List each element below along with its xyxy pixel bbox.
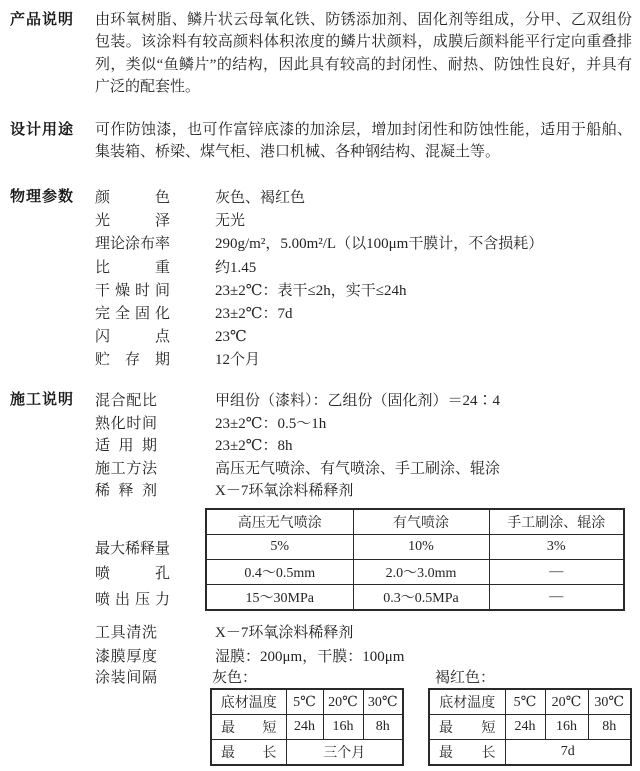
param-row-shelf-life bbox=[95, 348, 543, 371]
temp-cell: 20℃ bbox=[323, 689, 363, 715]
param-row-flash-point bbox=[95, 325, 543, 348]
param-row-mix-ratio bbox=[95, 389, 500, 412]
param-row-pot-life bbox=[95, 434, 500, 457]
temp-cell: 20℃ bbox=[545, 689, 588, 715]
param-row-film-thickness bbox=[95, 645, 404, 669]
recoat-interval-table-brownred bbox=[428, 688, 632, 766]
param-value: 灰色、褐红色 bbox=[215, 190, 306, 206]
param-label: 干燥时间 bbox=[95, 282, 170, 299]
min-value-cell: 16h bbox=[545, 715, 588, 740]
param-row-application-method bbox=[95, 457, 500, 480]
dilution-header-row bbox=[206, 509, 624, 535]
param-value: 290g/m²，5.00m²/L（以100μm干膜计，不含损耗） bbox=[215, 236, 544, 253]
dilution-cell: 2.0～3.0mm bbox=[353, 560, 489, 585]
param-row-tool-cleaning bbox=[95, 621, 404, 645]
construction-params-list bbox=[95, 389, 500, 502]
substrate-temp-header-cell: 底材温度 bbox=[211, 689, 286, 715]
param-value: 约1.45 bbox=[215, 259, 257, 276]
dilution-header-cell: 手工刷涂、辊涂 bbox=[489, 509, 624, 535]
dilution-header-cell: 有气喷涂 bbox=[353, 509, 489, 535]
max-value-cell: 三个月 bbox=[286, 740, 403, 766]
param-label: 理论涂布率 bbox=[95, 236, 171, 253]
param-row-drying-time bbox=[95, 279, 543, 302]
substrate-temp-header-cell: 底材温度 bbox=[429, 689, 505, 715]
param-value: 无光 bbox=[215, 213, 246, 230]
param-value: 23±2℃：表干≤2h，实干≤24h bbox=[215, 282, 407, 299]
dilution-cell: 3% bbox=[489, 535, 624, 560]
param-label: 混合配比 bbox=[95, 393, 157, 409]
param-value: 高压无气喷涂、有气喷涂、手工刷涂、辊涂 bbox=[215, 460, 501, 477]
param-value: 23±2℃：7d bbox=[215, 305, 293, 322]
param-label: 适用期 bbox=[95, 438, 157, 454]
param-row-gloss bbox=[95, 209, 543, 232]
param-label: 漆膜厚度 bbox=[95, 648, 157, 665]
param-value: 23±2℃：0.5～1h bbox=[215, 415, 327, 432]
param-row-induction-time bbox=[95, 412, 500, 435]
param-label: 贮存期 bbox=[95, 352, 170, 369]
min-value-cell: 24h bbox=[505, 715, 545, 740]
section-heading-product: 产品说明 bbox=[10, 11, 75, 28]
min-value-cell: 8h bbox=[363, 715, 403, 740]
pressure-values-row bbox=[206, 585, 624, 611]
temp-cell: 5℃ bbox=[286, 689, 323, 715]
interval-min-row bbox=[429, 715, 631, 740]
param-label: 施工方法 bbox=[95, 460, 157, 477]
min-value-cell: 16h bbox=[323, 715, 363, 740]
dilution-cell: — bbox=[489, 585, 624, 611]
param-label: 闪点 bbox=[95, 329, 170, 346]
max-label-cell: 最长 bbox=[439, 746, 496, 761]
dilution-cell: 10% bbox=[353, 535, 489, 560]
min-label-cell: 最短 bbox=[221, 721, 277, 736]
min-value-cell: 24h bbox=[286, 715, 323, 740]
dilution-table bbox=[205, 508, 625, 611]
param-label: 颜色 bbox=[95, 190, 170, 206]
param-label: 比重 bbox=[95, 259, 170, 276]
design-use-text: 可作防蚀漆，也可作富锌底漆的加涂层，增加封闭性和防蚀性能，适用于船舶、集装箱、桥梁、煤气柜、港口机械、各种钢结构、混凝土等。 bbox=[95, 122, 632, 161]
min-value-cell: 8h bbox=[588, 715, 631, 740]
physical-params-list bbox=[95, 186, 543, 372]
param-row-color bbox=[95, 186, 543, 209]
dilution-header-cell: 高压无气喷涂 bbox=[206, 509, 353, 535]
product-description-text: 由环氧树脂、鳞片状云母氧化铁、防锈添加剂、固化剂等组成，分甲、乙双组份包装。该涂料有较高颜料体积浓度的鳞片状颜料，成膜后颜料能平行定向重叠排列，类似“鱼鳞片”的结构，因此具有较高的封闭性、耐热、防蚀性良好，并具有广泛的配套性。 bbox=[95, 12, 632, 96]
param-value: 23±2℃：8h bbox=[215, 438, 293, 454]
dilution-cell: 15～30MPa bbox=[206, 585, 353, 611]
param-row-thinner bbox=[95, 479, 500, 502]
dilution-cell: 5% bbox=[206, 535, 353, 560]
recoat-interval-table-gray bbox=[210, 688, 404, 766]
dilution-cell: 0.3～0.5MPa bbox=[353, 585, 489, 611]
dilution-row-label-pressure: 喷出压力 bbox=[95, 592, 170, 608]
dilution-values-row bbox=[206, 535, 624, 560]
param-label: 光泽 bbox=[95, 213, 170, 230]
param-value: X－7环氧涂料稀释剂 bbox=[215, 483, 354, 499]
param-value: X－7环氧涂料稀释剂 bbox=[215, 625, 354, 641]
param-value: 甲组份（漆料）：乙组份（固化剂）＝24∶4 bbox=[215, 393, 501, 409]
param-label: 完全固化 bbox=[95, 305, 170, 322]
dilution-cell: 0.4～0.5mm bbox=[206, 560, 353, 585]
param-label: 熟化时间 bbox=[95, 415, 157, 432]
param-label: 工具清洗 bbox=[95, 625, 157, 641]
interval-max-row bbox=[429, 740, 631, 766]
cleanup-thickness-list bbox=[95, 621, 404, 668]
param-label-recoat-interval: 涂装间隔 bbox=[95, 670, 157, 686]
min-label-cell: 最短 bbox=[439, 721, 496, 736]
interval-table-title-brownred: 褐红色： bbox=[435, 670, 496, 686]
nozzle-values-row bbox=[206, 560, 624, 585]
max-value-cell: 7d bbox=[505, 740, 631, 766]
dilution-cell: — bbox=[489, 560, 624, 585]
interval-max-row bbox=[211, 740, 403, 766]
temp-cell: 30℃ bbox=[588, 689, 631, 715]
section-heading-design: 设计用途 bbox=[10, 121, 75, 138]
section-heading-construction: 施工说明 bbox=[10, 391, 75, 408]
interval-table-title-gray: 灰色： bbox=[212, 670, 258, 686]
param-value: 23℃ bbox=[215, 329, 247, 346]
param-row-full-cure bbox=[95, 302, 543, 325]
param-value: 12个月 bbox=[215, 352, 261, 369]
temp-cell: 30℃ bbox=[363, 689, 403, 715]
param-value: 湿膜：200μm，干膜：100μm bbox=[215, 648, 405, 665]
section-heading-physical: 物理参数 bbox=[10, 188, 75, 205]
temp-cell: 5℃ bbox=[505, 689, 545, 715]
interval-header-row bbox=[429, 689, 631, 715]
dilution-row-label-nozzle: 喷孔 bbox=[95, 566, 170, 582]
dilution-row-label-max-dilution: 最大稀释量 bbox=[95, 541, 171, 557]
param-row-density bbox=[95, 256, 543, 279]
param-row-coverage bbox=[95, 232, 543, 255]
param-label: 稀释剂 bbox=[95, 483, 157, 499]
interval-min-row bbox=[211, 715, 403, 740]
max-label-cell: 最长 bbox=[221, 746, 277, 761]
interval-header-row bbox=[211, 689, 403, 715]
